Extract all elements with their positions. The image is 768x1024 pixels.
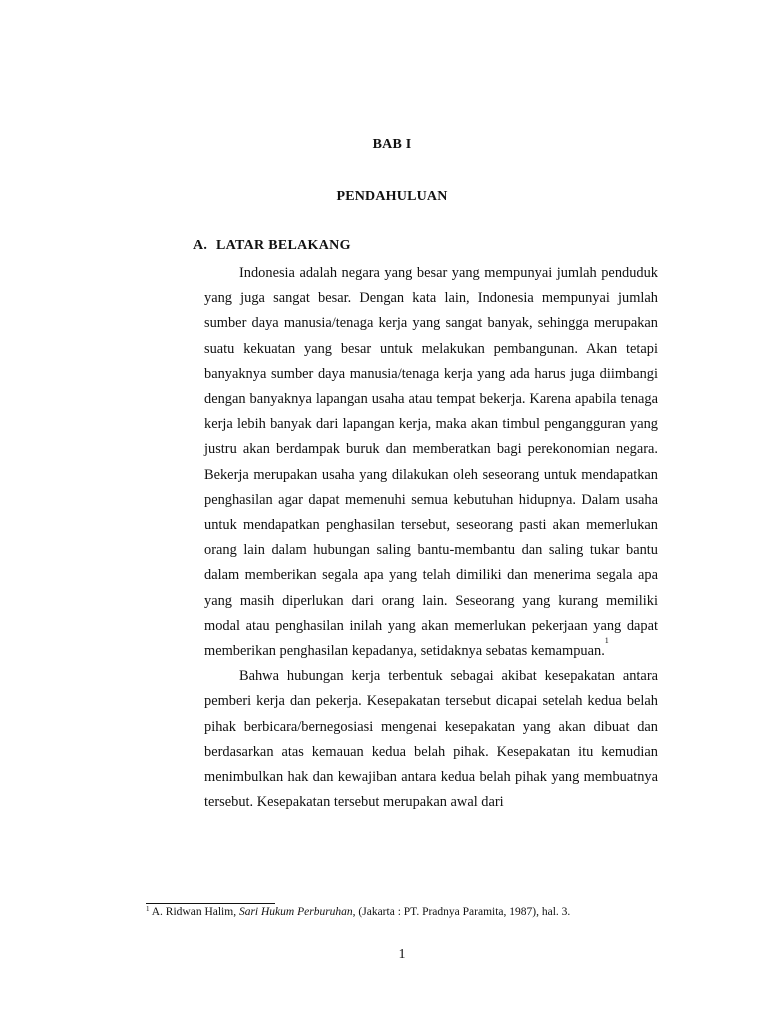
- footnote-author: A. Ridwan Halim,: [149, 906, 239, 918]
- footnote-separator: [146, 903, 275, 904]
- footnote-details: , (Jakarta : PT. Pradnya Paramita, 1987), hal. 3.: [352, 906, 571, 918]
- paragraph: [204, 261, 658, 664]
- body-text: [204, 261, 658, 815]
- chapter-title: PENDAHULUAN: [336, 189, 448, 204]
- section-number: A.: [193, 238, 208, 253]
- paragraph-text: Indonesia adalah negara yang besar yang mempunyai jumlah penduduk yang juga sangat besar. Dengan kata lain, Indonesia mempunyai jumlah sumber daya manusia/tenaga kerja yang sangat banyak, sehingga merupakan suatu kekuatan yang besar untuk melakukan pembangunan. Akan tetapi banyaknya sumber daya manusia/tenaga kerja yang ada harus juga diimbangi dengan banyaknya lapangan usaha atau tempat bekerja. Karena apabila tenaga kerja lebih banyak dari lapangan kerja, maka akan timbul pengangguran yang justru akan berdampak buruk dan memberatkan bagi perekonomian negara. Bekerja merupakan usaha yang dilakukan oleh seseorang untuk mendapatkan penghasilan agar dapat memenuhi semua kebutuhan hidupnya. Dalam usaha untuk mendapatkan penghasilan tersebut, seseorang pasti akan memerlukan orang lain dalam hubungan saling bantu-membantu dan saling tukar bantu dalam memberikan segala apa yang telah dimiliki dan menerima segala apa yang masih diperlukan dari orang lain. Seseorang yang kurang memiliki modal atau penghasilan inilah yang akan memerlukan pekerjaan yang dapat memberikan penghasilan kepadanya, setidaknya sebatas kemampuan.: [204, 265, 658, 660]
- paragraph: [204, 664, 658, 815]
- page-number: 1: [398, 947, 406, 962]
- footnote-marker: 1: [146, 905, 150, 913]
- paragraph-text: Bahwa hubungan kerja terbentuk sebagai akibat kesepakatan antara pemberi kerja dan pekerja. Kesepakatan tersebut dicapai setelah kedua belah pihak berbicara/bernegosiasi mengenai kesepakatan yang akan dibuat dan berdasarkan atas kemauan kedua belah pihak. Kesepakatan itu kemudian menimbulkan hak dan kewajiban antara kedua belah pihak yang membuatnya tersebut. Kesepakatan tersebut merupakan awal dari: [204, 668, 658, 811]
- section-heading: [193, 238, 351, 254]
- footnote-book-title: Sari Hukum Perburuhan: [238, 906, 353, 918]
- footnote-reference[interactable]: 1: [604, 636, 609, 646]
- chapter-heading: BAB I: [372, 137, 412, 152]
- footnote: [146, 906, 570, 918]
- section-title-text: LATAR BELAKANG: [216, 238, 351, 253]
